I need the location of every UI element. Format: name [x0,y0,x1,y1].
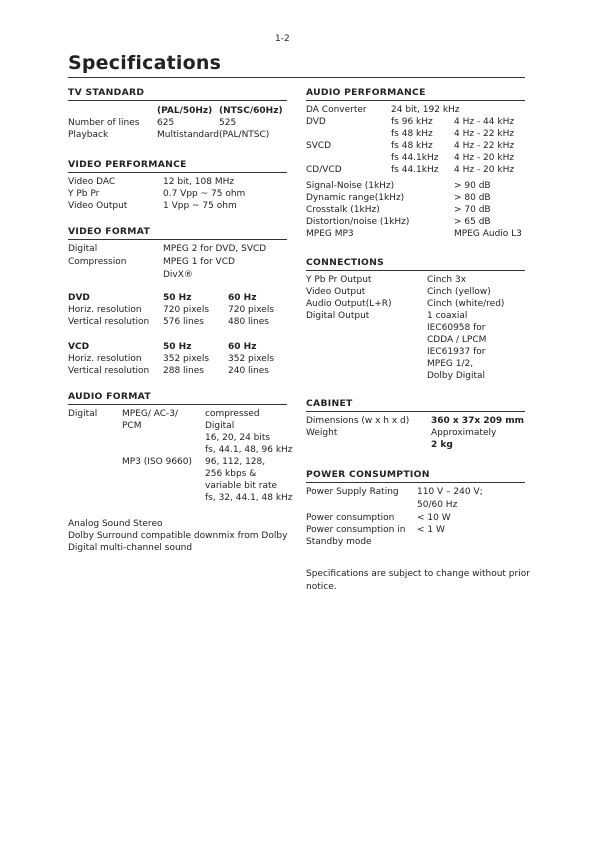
row-label: Digital [68,244,98,254]
row-label: Standby mode [306,537,372,547]
row-value: 240 lines [228,366,269,376]
note-line: Specifications are subject to change without prior [306,569,530,579]
mp3-value: fs, 32, 44.1, 48 kHz [205,493,293,503]
table-row [306,486,525,499]
row-value: fs 96 kHz [391,117,433,127]
vcd-label: VCD [68,342,90,352]
pcm-label: PCM [122,421,142,431]
row-value: 352 pixels [228,354,275,364]
row-value: 720 pixels [228,305,275,315]
table-row [68,176,287,188]
row-value: MPEG 2 for DVD, SVCD [163,244,267,254]
row-label: Crosstalk (1kHz) [306,205,380,215]
vcd-50hz-header: 50 Hz [163,342,192,352]
row-value: 0.7 Vpp ~ 75 ohm [163,189,246,199]
row-value: > 70 dB [454,205,491,215]
dvd-60hz-header: 60 Hz [228,293,257,303]
page-number: 1-2 [275,34,290,44]
power-section [306,469,525,548]
row-label: Dimensions (w x h x d) [306,416,410,426]
mpeg-value: fs, 44.1, 48, 96 kHz [205,445,293,455]
table-row [306,204,525,216]
table-row [306,536,525,548]
title-rule [68,77,525,78]
row-label: DA Converter [306,105,367,115]
row-label: Video DAC [68,177,116,187]
row-value: 4 Hz - 44 kHz [454,117,515,127]
tv-standard-header-row [68,105,287,117]
row-value: 4 Hz - 22 kHz [454,129,515,139]
row-value: 1 Vpp ~ 75 ohm [163,201,237,211]
table-row [306,298,525,310]
audio-metrics [306,180,525,240]
mpeg-value: compressed [205,409,260,419]
table-row [68,269,287,282]
mp3-block [68,456,293,504]
row-label: CD/VCD [306,165,342,175]
row-label: Horiz. resolution [68,354,142,364]
tv-standard-section [68,87,287,141]
row-label: Horiz. resolution [68,305,142,315]
row-label: MPEG MP3 [306,229,354,239]
table-row [68,316,287,328]
row-value: 576 lines [163,317,204,327]
table-row [306,104,525,116]
row-value: Cinch (yellow) [427,287,491,297]
row-value: 24 bit, 192 kHz [391,105,460,115]
note-line: Digital multi-channel sound [68,543,193,553]
row-value: 625 [157,118,175,128]
right-column [306,87,530,594]
table-row [306,116,525,128]
table-row [306,216,525,228]
mp3-value: 256 kbps & [205,469,257,479]
section-heading: AUDIO PERFORMANCE [306,87,525,101]
audio-format-section [68,391,293,554]
table-row [306,152,525,164]
row-label: Power consumption [306,513,395,523]
table-row [68,365,287,377]
row-label: Audio Output(L+R) [306,299,392,309]
digital-label: Digital [68,409,98,419]
row-label: Y Pb Pr Output [306,275,372,285]
row-value: Cinch (white/red) [427,299,505,309]
table-row [68,117,287,129]
table-row [306,415,525,427]
row-label: Y Pb Pr [68,189,100,199]
table-row [306,164,525,176]
row-label: Digital Output [306,311,370,321]
row-value: fs 48 kHz [391,141,433,151]
row-label: Distortion/noise (1kHz) [306,217,410,227]
row-value: fs 48 kHz [391,129,433,139]
table-row [306,180,525,192]
row-label: DVD [306,117,326,127]
row-label: Compression [68,257,127,267]
vcd-header-row [68,341,287,353]
row-label: Number of lines [68,118,140,128]
row-label: Vertical resolution [68,366,150,376]
table-row [306,140,525,152]
row-value: MPEG 1 for VCD [163,257,235,267]
mp3-label: MP3 (ISO 9660) [122,457,193,467]
row-value: fs 44.1kHz [391,153,439,163]
digital-output-details [306,322,525,382]
page-title: Specifications [68,52,222,74]
vcd-60hz-header: 60 Hz [228,342,257,352]
left-column [68,87,293,554]
row-value: 110 V – 240 V; [417,487,483,497]
note-line: Analog Sound Stereo [68,519,163,529]
row-label: Signal-Noise (1kHz) [306,181,395,191]
row-value: Approximately [431,428,497,438]
mpeg-value: 16, 20, 24 bits [205,433,271,443]
row-label: Video Output [68,201,128,211]
table-row [306,499,525,512]
connections-section [306,257,525,382]
row-label: Vertical resolution [68,317,150,327]
table-row [306,128,525,140]
video-performance-section [68,159,287,212]
row-value: (PAL/NTSC) [219,130,270,140]
row-value: > 90 dB [454,181,491,191]
detail-line: IEC61937 for [427,347,486,357]
pal-header: (PAL/50Hz) [157,106,213,116]
row-value: Multistandard [157,130,219,140]
dvd-label: DVD [68,293,90,303]
video-format-section [68,226,287,377]
note-line: Dolby Surround compatible downmix from Dolby [68,531,288,541]
dimensions-value: 360 x 37x 209 mm [431,416,524,426]
row-value: 4 Hz - 20 kHz [454,165,515,175]
row-value: 352 pixels [163,354,210,364]
audio-notes [68,518,287,554]
row-label: Playback [68,130,109,140]
row-value: 4 Hz - 22 kHz [454,141,515,151]
footer-note [306,568,530,594]
row-value: Cinch 3x [427,275,467,285]
row-label: Video Output [306,287,366,297]
section-heading: VIDEO PERFORMANCE [68,159,287,173]
weight-value: 2 kg [431,440,453,450]
row-value: > 80 dB [454,193,491,203]
detail-line: IEC60958 for [427,323,486,333]
table-row [68,304,287,316]
row-value: fs 44.1kHz [391,165,439,175]
row-label: SVCD [306,141,332,151]
section-heading: VIDEO FORMAT [68,226,287,240]
section-heading: TV STANDARD [68,87,287,101]
row-value: < 10 W [417,513,451,523]
section-heading: AUDIO FORMAT [68,391,287,405]
audio-performance-section [306,87,525,240]
detail-line: CDDA / LPCM [427,335,487,345]
mpeg-label: MPEG/ AC-3/ [122,409,179,419]
mp3-value: 96, 112, 128, [205,457,266,467]
table-row [68,256,287,269]
mpeg-value: Digital [205,421,235,431]
table-row [306,228,525,240]
table-row [306,439,525,451]
row-value: 50/60 Hz [417,500,458,510]
section-heading: CONNECTIONS [306,257,525,271]
section-heading: POWER CONSUMPTION [306,469,525,483]
row-value: 4 Hz - 20 kHz [454,153,515,163]
row-value: < 1 W [417,525,445,535]
table-row [306,192,525,204]
ntsc-header: (NTSC/60Hz) [219,106,283,116]
table-row [68,129,287,141]
row-value: 1 coaxial [427,311,468,321]
row-value: 720 pixels [163,305,210,315]
cabinet-section [306,398,525,451]
mp3-value: variable bit rate [205,481,278,491]
detail-line: Dolby Digital [427,371,486,381]
table-row [306,286,525,298]
table-row [68,243,287,256]
dvd-header-row [68,292,287,304]
row-label: Dynamic range(1kHz) [306,193,405,203]
table-row [306,427,525,439]
table-row [306,524,525,536]
row-value: > 65 dB [454,217,491,227]
row-value: 288 lines [163,366,204,376]
note-line: notice. [306,582,337,592]
table-row [306,310,525,322]
row-label: Power consumption in [306,525,406,535]
table-row [306,274,525,286]
table-row [68,353,287,365]
row-label: Power Supply Rating [306,487,399,497]
table-row [68,200,287,212]
detail-line: MPEG 1/2, [427,359,474,369]
table-row [68,188,287,200]
row-value: 12 bit, 108 MHz [163,177,235,187]
table-row [306,512,525,524]
row-label: Weight [306,428,338,438]
section-heading: CABINET [306,398,525,412]
row-value: 480 lines [228,317,269,327]
row-value: MPEG Audio L3 [454,229,522,239]
divx-label: DivX® [163,270,193,280]
mpeg-block [68,408,293,456]
dvd-50hz-header: 50 Hz [163,293,192,303]
row-value: 525 [219,118,237,128]
